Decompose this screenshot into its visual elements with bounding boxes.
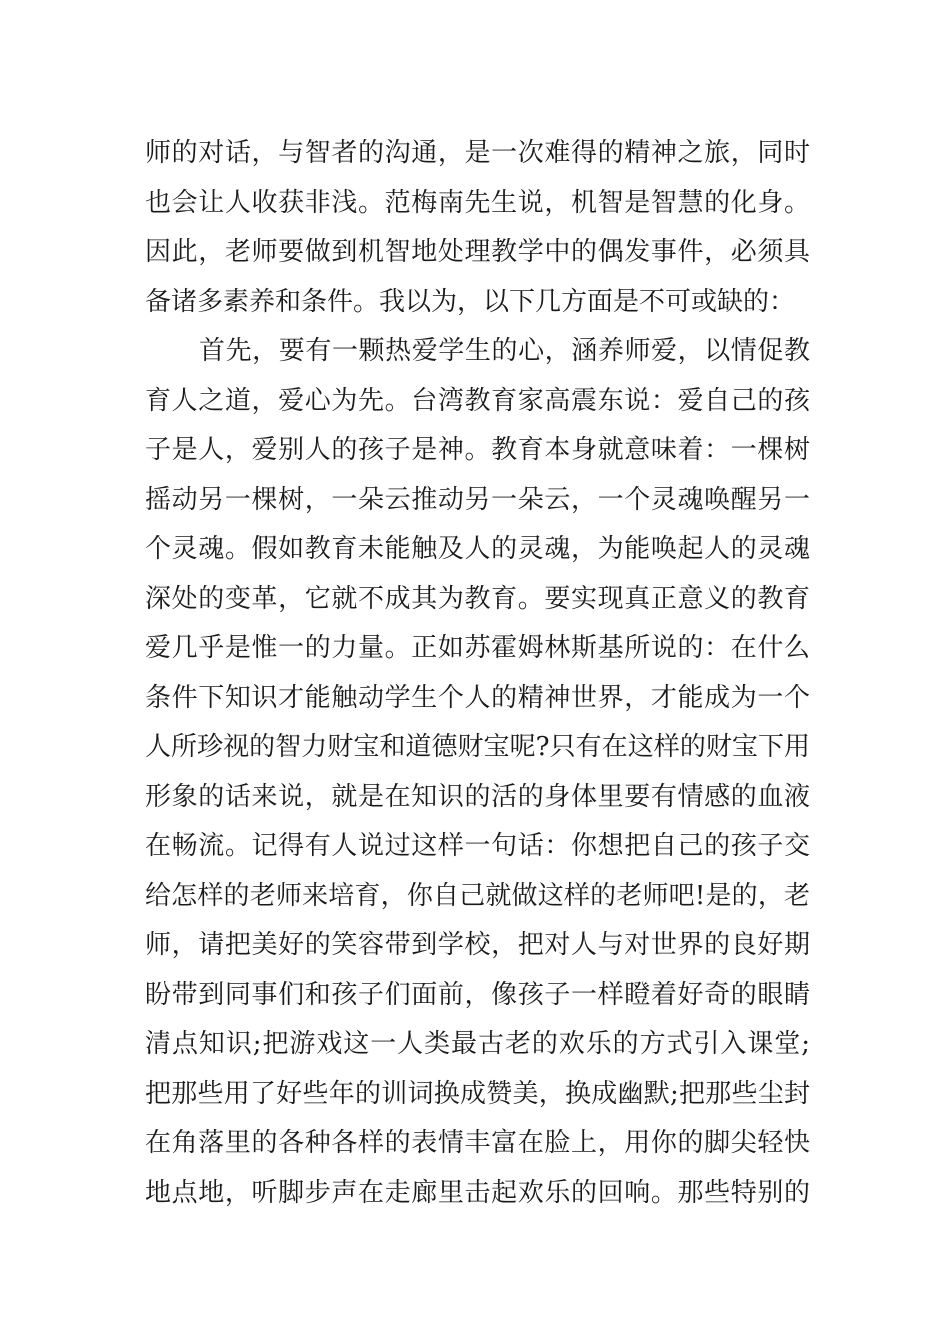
text-line: 师的对话，与智者的沟通，是一次难得的精神之旅，同时 [145, 138, 810, 168]
text-line: 地点地，听脚步声在走廊里击起欢乐的回响。那些特别的 [145, 1177, 810, 1208]
text-line: 给怎样的老师来培育，你自己就做这样的老师吧!是的，老 [145, 880, 810, 911]
text-line: 也会让人收获非浅。范梅南先生说，机智是智慧的化身。 [145, 187, 810, 218]
paragraph-first-line: 首先，要有一颗热爱学生的心，涵养师爱，以情促教 [199, 336, 810, 366]
text-line: 形象的话来说，就是在知识的活的身体里要有情感的血液 [145, 781, 810, 812]
text-line: 条件下知识才能触动学生个人的精神世界，才能成为一个 [145, 682, 810, 713]
text-line: 盼带到同事们和孩子们面前，像孩子一样瞪着好奇的眼睛 [145, 979, 810, 1010]
text-line: 把那些用了好些年的训词换成赞美，换成幽默;把那些尘封 [145, 1078, 810, 1109]
text-line: 深处的变革，它就不成其为教育。要实现真正意义的教育 [145, 583, 810, 614]
text-line: 备诸多素养和条件。我以为，以下几方面是不可或缺的： [145, 286, 796, 317]
text-line: 爱几乎是惟一的力量。正如苏霍姆林斯基所说的：在什么 [145, 633, 810, 663]
document-body [145, 129, 810, 1218]
text-line: 子是人，爱别人的孩子是神。教育本身就意味着：一棵树 [145, 435, 810, 465]
text-line: 清点知识;把游戏这一人类最古老的欢乐的方式引入课堂; [145, 1029, 810, 1059]
text-line: 个灵魂。假如教育未能触及人的灵魂，为能唤起人的灵魂 [145, 534, 810, 564]
text-line: 在角落里的各种各样的表情丰富在脸上，用你的脚尖轻快 [145, 1128, 810, 1158]
text-line: 师，请把美好的笑容带到学校，把对人与对世界的良好期 [145, 930, 810, 960]
text-line: 因此，老师要做到机智地处理教学中的偶发事件，必须具 [145, 237, 810, 267]
text-line: 摇动另一棵树，一朵云推动另一朵云，一个灵魂唤醒另一 [145, 484, 810, 515]
text-line: 人所珍视的智力财宝和道德财宝呢?只有在这样的财宝下用 [145, 732, 810, 762]
text-line: 育人之道，爱心为先。台湾教育家高震东说：爱自己的孩 [145, 385, 810, 416]
text-line: 在畅流。记得有人说过这样一句话：你想把自己的孩子交 [145, 831, 810, 861]
